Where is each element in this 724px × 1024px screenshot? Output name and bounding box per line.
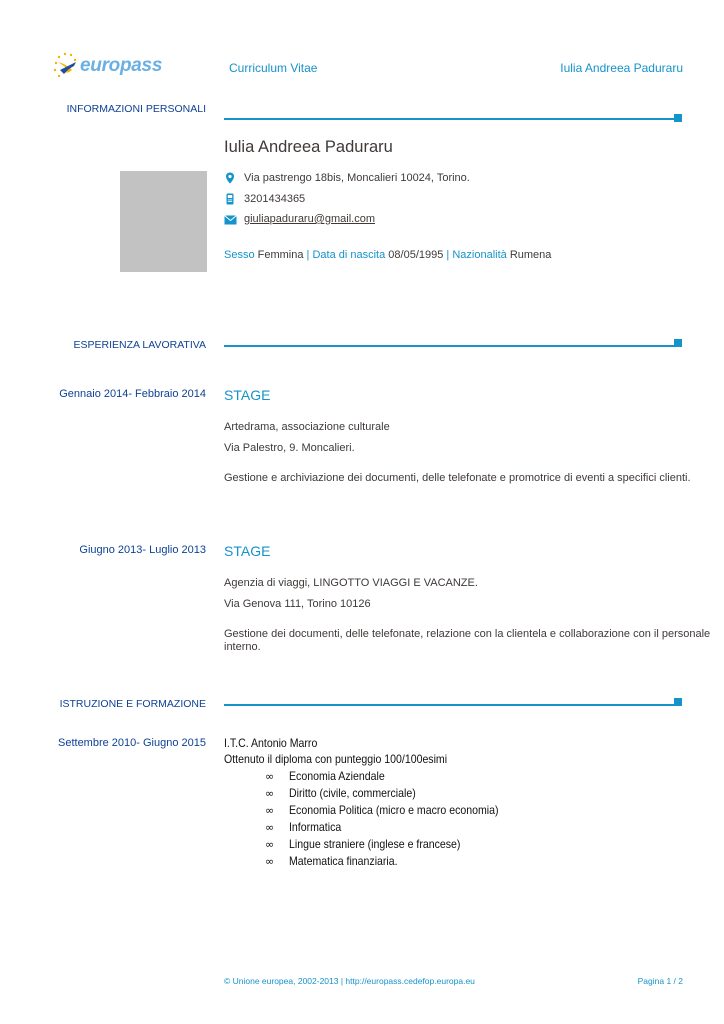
school-name: I.T.C. Antonio Marro [224, 736, 318, 750]
phone-text: 3201434365 [244, 193, 306, 205]
separator: | [446, 249, 450, 261]
subject-item: Lingue straniere (inglese e francese) [289, 837, 461, 851]
separator: | [306, 249, 310, 261]
section-title-personal: INFORMAZIONI PERSONALI [66, 103, 206, 115]
bullet-infinity-icon: ∞ [265, 787, 275, 800]
subject-item: Economia Politica (micro e macro economia) [289, 803, 499, 817]
subject-item: Matematica finanziaria. [289, 854, 398, 868]
birth-date-value: 08/05/1995 [388, 249, 444, 261]
job-description: Gestione e archiviazione dei documenti, delle telefonate e promotrice di eventi a specifici clienti. [224, 472, 691, 484]
employer-address: Via Genova 111, Torino 10126 [224, 598, 371, 610]
employer-name: Agenzia di viaggi, LINGOTTO VIAGGI E VACANZE. [224, 577, 478, 589]
footer-page-number: Pagina 1 / 2 [637, 976, 683, 986]
footer-copyright: © Unione europea, 2002-2013 | http://europass.cedefop.europa.eu [224, 976, 475, 986]
photo-placeholder [120, 171, 207, 272]
job-title: STAGE [224, 387, 271, 403]
bullet-infinity-icon: ∞ [265, 770, 275, 783]
bullet-infinity-icon: ∞ [265, 838, 275, 851]
section-title-education: ISTRUZIONE E FORMAZIONE [59, 698, 206, 710]
personal-details-line [224, 249, 551, 261]
sex-label: Sesso [224, 249, 255, 261]
section-rule-marker [674, 339, 682, 347]
section-title-experience: ESPERIENZA LAVORATIVA [73, 339, 206, 351]
header-person-name: Iulia Andreea Paduraru [560, 61, 683, 75]
birth-date-label: Data di nascita [312, 249, 386, 261]
email-link[interactable]: giuliapaduraru@gmail.com [244, 213, 376, 225]
subject-item: Informatica [289, 820, 342, 834]
phone-icon [224, 193, 236, 205]
full-name: Iulia Andreea Paduraru [224, 138, 393, 156]
job-description-continued: interno. [224, 641, 261, 653]
job-description: Gestione dei documenti, delle telefonate, relazione con la clientela e collaborazione con il personale [224, 628, 711, 640]
address-text: Via pastrengo 18bis, Moncalieri 10024, Torino. [244, 172, 470, 184]
section-rule [224, 118, 674, 120]
bullet-infinity-icon: ∞ [265, 855, 275, 868]
section-rule [224, 345, 674, 347]
nationality-label: Nazionalità [452, 249, 507, 261]
section-rule-marker [674, 698, 682, 706]
diploma-text: Ottenuto il diploma con punteggio 100/100esimi [224, 752, 448, 766]
education-dates: Settembre 2010- Giugno 2015 [58, 737, 206, 749]
subject-item: Economia Aziendale [289, 769, 385, 783]
experience-dates: Gennaio 2014- Febbraio 2014 [59, 388, 206, 400]
subject-item: Diritto (civile, commerciale) [289, 786, 416, 800]
europass-logo-text: europass [80, 55, 163, 76]
email-icon [224, 214, 237, 226]
experience-dates: Giugno 2013- Luglio 2013 [79, 544, 206, 556]
nationality-value: Rumena [509, 249, 552, 261]
document-title: Curriculum Vitae [229, 61, 318, 75]
section-rule-marker [674, 114, 682, 122]
job-title: STAGE [224, 543, 271, 559]
bullet-infinity-icon: ∞ [265, 821, 275, 834]
bullet-infinity-icon: ∞ [265, 804, 275, 817]
location-pin-icon [224, 172, 236, 184]
sex-value: Femmina [257, 249, 304, 261]
employer-name: Artedrama, associazione culturale [224, 421, 390, 433]
employer-address: Via Palestro, 9. Moncalieri. [224, 442, 355, 454]
section-rule [224, 704, 674, 706]
